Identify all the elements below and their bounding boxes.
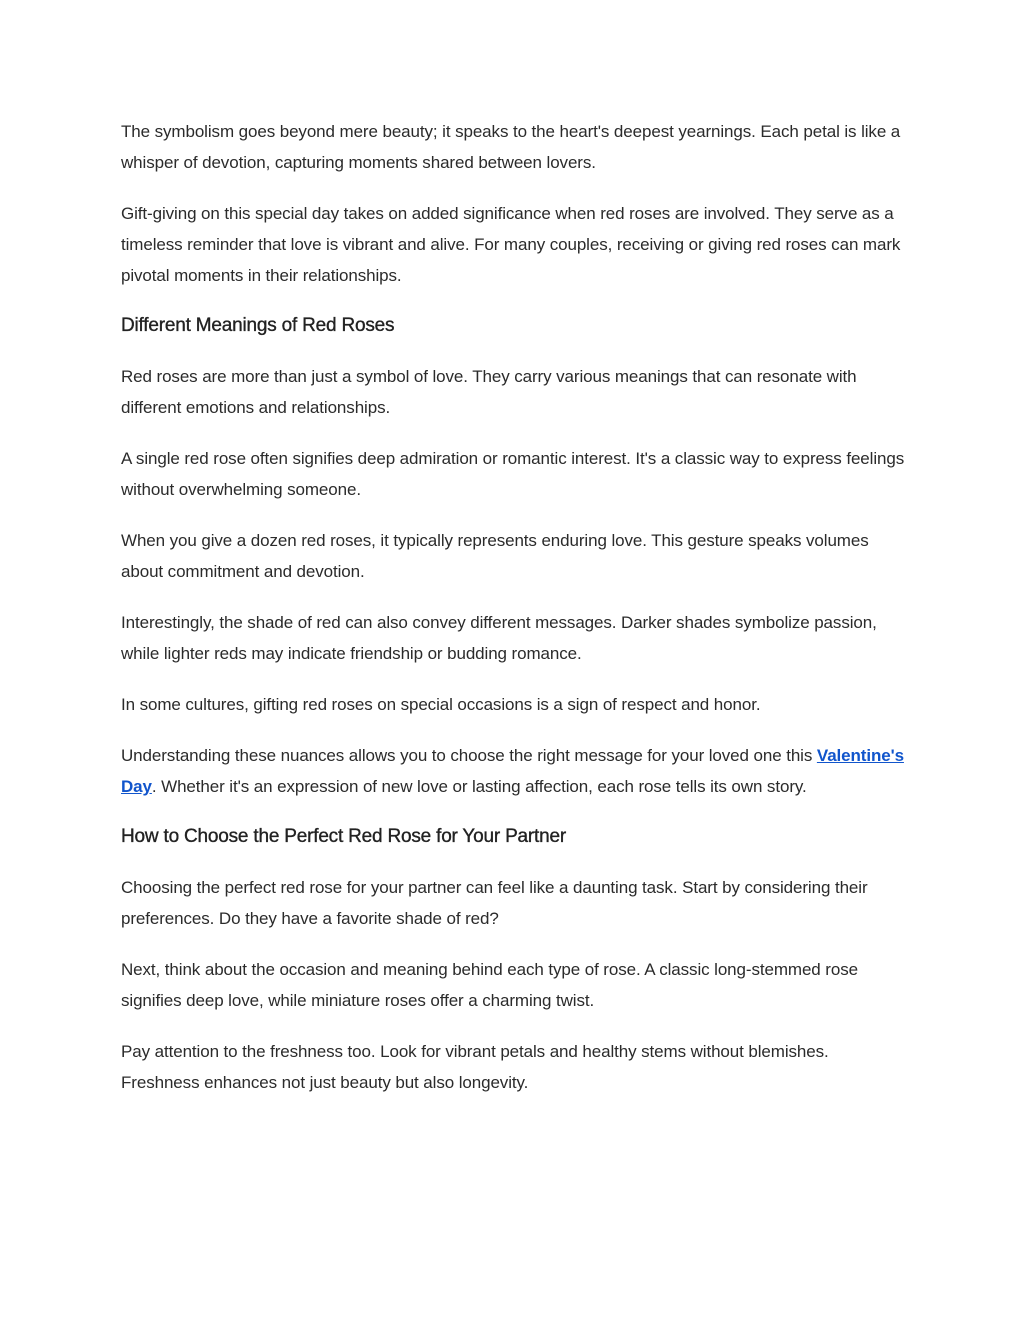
meanings-paragraph-1: Red roses are more than just a symbol of love. They carry various meanings that can resonate with different emotions and relationships. (121, 367, 857, 417)
heading-different-meanings: Different Meanings of Red Roses (121, 315, 395, 336)
choose-paragraph-3: Pay attention to the freshness too. Look for vibrant petals and healthy stems without blemishes. Freshness enhances not just beauty but also longevity. (121, 1042, 829, 1092)
meanings-paragraph-4: Interestingly, the shade of red can also convey different messages. Darker shades symbolize passion, while lighter reds may indicate friendship or budding romance. (121, 613, 877, 663)
intro-paragraph-2: Gift-giving on this special day takes on added significance when red roses are involved. They serve as a timeless reminder that love is vibrant and alive. For many couples, receiving or giving red roses can mark pivotal moments in their relationships. (121, 204, 901, 285)
meanings-paragraph-6-before-link: Understanding these nuances allows you to choose the right message for your loved one this (121, 746, 817, 765)
heading-how-to-choose: How to Choose the Perfect Red Rose for Your Partner (121, 826, 566, 847)
meanings-paragraph-3: When you give a dozen red roses, it typically represents enduring love. This gesture speaks volumes about commitment and devotion. (121, 531, 869, 581)
intro-paragraph-1: The symbolism goes beyond mere beauty; it speaks to the heart's deepest yearnings. Each petal is like a whisper of devotion, capturing moments shared between lovers. (121, 122, 901, 172)
valentines-day-link[interactable]: Valentine's Day (121, 746, 904, 796)
choose-paragraph-2: Next, think about the occasion and meaning behind each type of rose. A classic long-stemmed rose signifies deep love, while miniature roses offer a charming twist. (121, 960, 858, 1010)
document-page (121, 116, 911, 1118)
choose-paragraph-1: Choosing the perfect red rose for your partner can feel like a daunting task. Start by considering their preferences. Do they have a favorite shade of red? (121, 878, 868, 928)
meanings-paragraph-6 (121, 740, 911, 802)
meanings-paragraph-6-after-link: . Whether it's an expression of new love or lasting affection, each rose tells its own story. (151, 777, 807, 796)
meanings-paragraph-5: In some cultures, gifting red roses on special occasions is a sign of respect and honor. (121, 695, 761, 714)
meanings-paragraph-2: A single red rose often signifies deep admiration or romantic interest. It's a classic way to express feelings without overwhelming someone. (121, 449, 905, 499)
